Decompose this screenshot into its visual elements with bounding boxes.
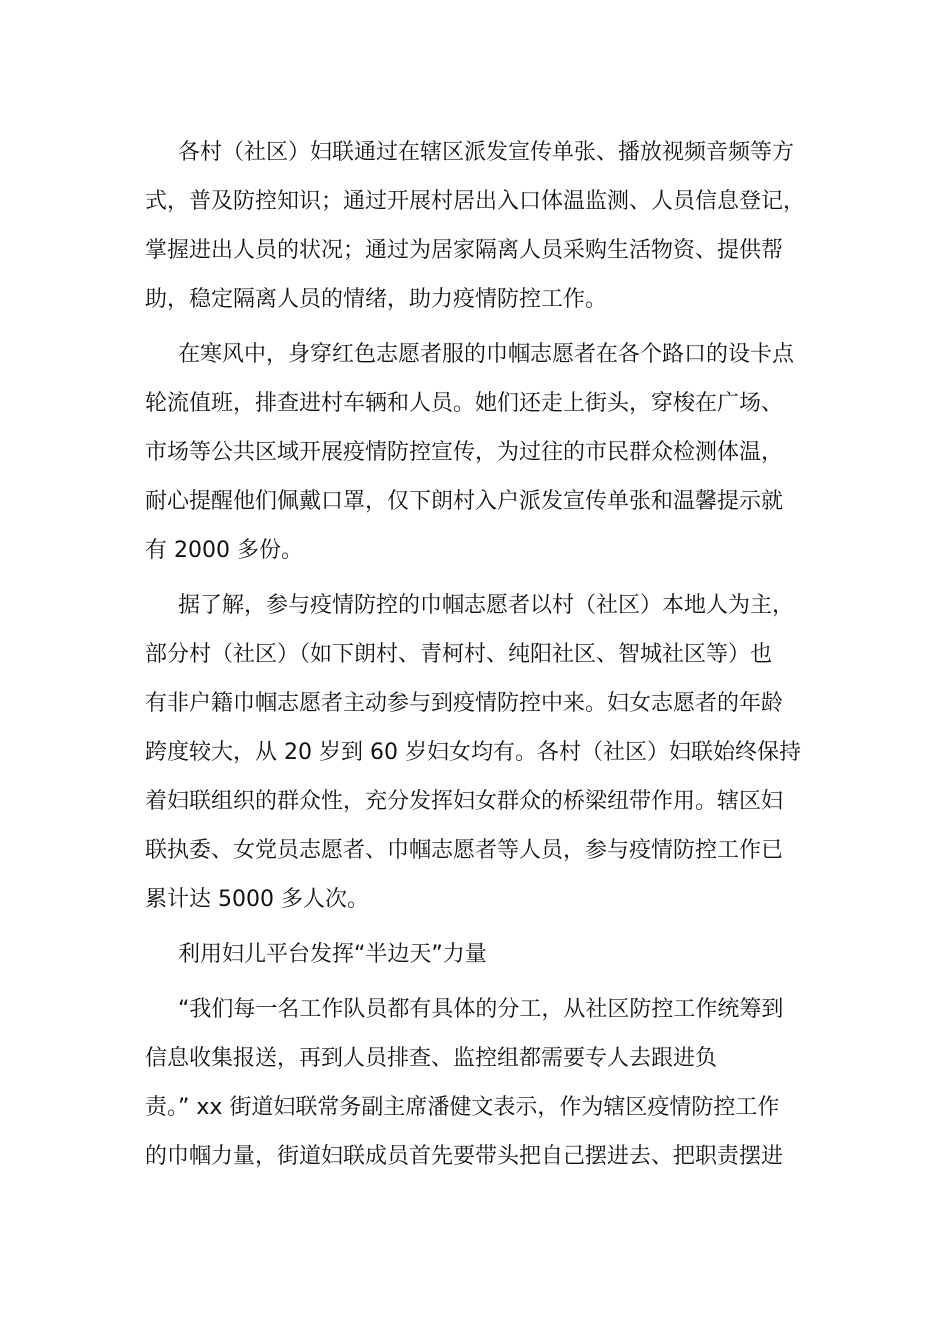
text-line: 各村（社区）妇联通过在辖区派发宣传单张、播放视频音频等方 (178, 140, 795, 165)
paragraph-1 (145, 128, 810, 324)
text-line: 责。” xx 街道妇联常务副主席潘健文表示，作为辖区疫情防控工作 (145, 1095, 780, 1120)
text-line: 跨度较大，从 20 岁到 60 岁妇女均有。各村（社区）妇联始终保持 (145, 740, 801, 765)
document-body (145, 128, 810, 1181)
text-line: 着妇联组织的群众性，充分发挥妇女群众的桥梁纽带作用。辖区妇 (145, 789, 784, 814)
text-line: 耐心提醒他们佩戴口罩，仅下朗村入户派发宣传单张和温馨提示就 (145, 489, 784, 514)
paragraph-3 (145, 581, 810, 924)
paragraph-2 (145, 330, 810, 575)
text-line: 的巾帼力量，街道妇联成员首先要带头把自己摆进去、把职责摆进 (145, 1144, 784, 1169)
text-line: 助，稳定隔离人员的情绪，助力疫情防控工作。 (145, 287, 608, 312)
text-line: 市场等公共区域开展疫情防控宣传，为过往的市民群众检测体温， (145, 440, 784, 465)
paragraph-4 (145, 985, 810, 1181)
text-line: 据了解，参与疫情防控的巾帼志愿者以村（社区）本地人为主， (178, 593, 795, 618)
text-line: 有 2000 多份。 (145, 538, 303, 563)
text-line: 轮流值班，排查进村车辆和人员。她们还走上街头，穿梭在广场、 (145, 391, 784, 416)
text-line: 有非户籍巾帼志愿者主动参与到疫情防控中来。妇女志愿者的年龄 (145, 691, 784, 716)
text-line: 信息收集报送，再到人员排查、监控组都需要专人去跟进负 (145, 1046, 718, 1071)
text-line: 式，普及防控知识；通过开展村居出入口体温监测、人员信息登记， (145, 189, 806, 214)
text-line: 累计达 5000 多人次。 (145, 887, 369, 912)
heading-text: 利用妇儿平台发挥“半边天”力量 (178, 942, 487, 967)
text-line: 在寒风中，身穿红色志愿者服的巾帼志愿者在各个路口的设卡点 (178, 342, 795, 367)
section-heading (145, 930, 810, 979)
text-line: 部分村（社区）（如下朗村、青柯村、纯阳社区、智城社区等）也 (145, 642, 773, 667)
text-line: 掌握进出人员的状况；通过为居家隔离人员采购生活物资、提供帮 (145, 238, 784, 263)
text-line: “我们每一名工作队员都有具体的分工，从社区防控工作统筹到 (178, 997, 784, 1022)
text-line: 联执委、女党员志愿者、巾帼志愿者等人员，参与疫情防控工作已 (145, 838, 784, 863)
